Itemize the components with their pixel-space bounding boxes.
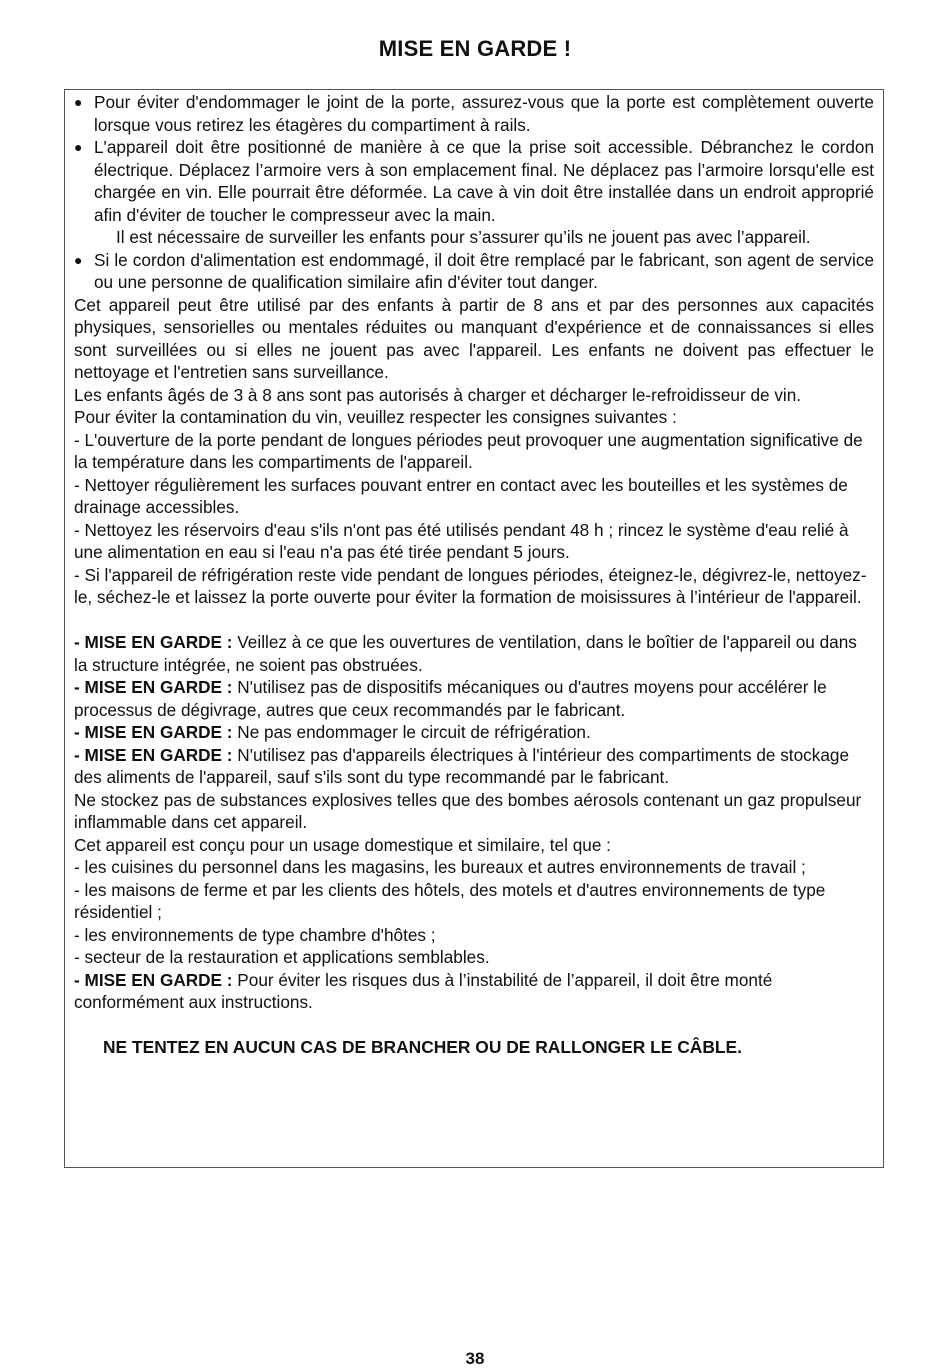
paragraph-children-usage: Cet appareil peut être utilisé par des enfants à partir de 8 ans et par des personnes aux capacités physiques, sensorielles ou mentales réduites ou manquant d'expérience et de connaissances si elles sont surveillées ou si elles ne jouent pas avec l'appareil. Les enfants ne doivent pas effectuer le nettoyage et l'entretien sans surveillance. xyxy=(74,294,874,382)
warning-label: - MISE EN GARDE : xyxy=(74,744,233,765)
warning-label: - MISE EN GARDE : xyxy=(74,677,233,697)
list-item-staff-kitchens: - les cuisines du personnel dans les magasins, les bureaux et autres environnements de travail ; xyxy=(74,857,806,877)
warning-content-box xyxy=(64,89,884,1168)
bullet-dot-icon: ● xyxy=(74,139,83,155)
bullet-text: Si le cordon d'alimentation est endommagé, il doit être remplacé par le fabricant, son agent de service ou une personne de qualification similaire afin d'éviter tout danger. xyxy=(94,249,874,292)
warning-text: Pour éviter les risques dus à l’instabilité de l’appareil, il doit être monté conformément aux instructions. xyxy=(74,969,773,1012)
list-item-catering: - secteur de la restauration et applications semblables. xyxy=(74,947,490,967)
warning-label: - MISE EN GARDE : xyxy=(74,722,233,742)
page-number: 38 xyxy=(465,1349,485,1368)
bullet-item-power-cord xyxy=(74,249,874,294)
list-item-farm-houses: - les maisons de ferme et par les clients des hôtels, des motels et d'autres environnements de type résidentiel ; xyxy=(74,879,826,922)
warning-text: Ne pas endommager le circuit de réfrigération. xyxy=(237,722,591,742)
warning-ventilation xyxy=(74,631,874,676)
warning-defrosting xyxy=(74,676,874,721)
bullet-dot-icon: ● xyxy=(74,251,83,268)
list-item-bed-and-breakfast: - les environnements de type chambre d'hôtes ; xyxy=(74,924,436,945)
bullet-text: L'appareil doit être positionné de manière à ce que la prise soit accessible. Débranchez le cordon électrique. Déplacez l’armoire vers à son emplacement final. Ne déplacez pas l’armoire lorsqu'elle est chargée en vin. Elle pourrait être déformée. La cave à vin doit être installée dans un endroit approprié afin d'éviter de toucher le compresseur avec la main. xyxy=(94,137,874,225)
list-item-water-tanks: - Nettoyez les réservoirs d'eau s'ils n'ont pas été utilisés pendant 48 h ; rincez le système d'eau relié à une alimentation en eau si l'eau n'a pas été tirée pendant 5 jours. xyxy=(74,519,849,562)
cable-notice: NE TENTEZ EN AUCUN CAS DE BRANCHER OU DE RALLONGER LE CÂBLE. xyxy=(103,1036,742,1057)
children-supervision-notice: Il est nécessaire de surveiller les enfants pour s’assurer qu’ils ne jouent pas avec l’appareil. xyxy=(116,227,811,247)
warning-electrical-appliances xyxy=(74,744,874,789)
warning-text: Veillez à ce que les ouvertures de ventilation, dans le boîtier de l'appareil ou dans la structure intégrée, ne soient pas obstruées. xyxy=(74,632,857,675)
list-item-empty-appliance: - Si l'appareil de réfrigération reste vide pendant de longues périodes, éteignez-le, dégivrez-le, nettoyez-le, séchez-le et laissez la porte ouverte pour éviter la formation de moisissures à l’intérieur de l'appareil. xyxy=(74,564,867,607)
paragraph-domestic-use: Cet appareil est conçu pour un usage domestique et similaire, tel que : xyxy=(74,834,611,855)
paragraph-contamination-intro: Pour éviter la contamination du vin, veuillez respecter les consignes suivantes : xyxy=(74,407,677,427)
bullet-dot-icon: ● xyxy=(74,94,83,110)
list-item-door-opening: - L'ouverture de la porte pendant de longues périodes peut provoquer une augmentation significative de la température dans les compartiments de l'appareil. xyxy=(74,429,863,472)
warning-instability xyxy=(74,969,874,1014)
page-title: MISE EN GARDE ! xyxy=(378,36,572,61)
warning-refrigeration-circuit xyxy=(74,721,874,744)
warning-text: N'utilisez pas de dispositifs mécaniques ou d'autres moyens pour accélérer le processus de dégivrage, autres que ceux recommandés par le fabricant. xyxy=(74,677,827,720)
warning-text: N'utilisez pas d'appareils électriques à l'intérieur des compartiments de stockage des aliments de l'appareil, sauf s'ils sont du type recommandé par le fabricant. xyxy=(74,744,850,787)
paragraph-explosives: Ne stockez pas de substances explosives telles que des bombes aérosols contenant un gaz propulseur inflammable dans cet appareil. xyxy=(74,789,862,832)
list-item-cleaning-surfaces: - Nettoyer régulièrement les surfaces pouvant entrer en contact avec les bouteilles et les systèmes de drainage accessibles. xyxy=(74,474,848,517)
bullet-item-positioning xyxy=(74,136,874,226)
warning-label: - MISE EN GARDE : xyxy=(74,632,233,652)
paragraph-children-age: Les enfants âgés de 3 à 8 ans sont pas autorisés à charger et décharger le-refroidisseur de vin. xyxy=(74,384,802,405)
bullet-text: Pour éviter d'endommager le joint de la porte, assurez-vous que la porte est complètement ouverte lorsque vous retirez les étagères du compartiment à rails. xyxy=(94,92,874,135)
spacer xyxy=(74,609,874,632)
warning-label: - MISE EN GARDE : xyxy=(74,969,233,990)
bullet-item-door-seal xyxy=(74,91,874,136)
